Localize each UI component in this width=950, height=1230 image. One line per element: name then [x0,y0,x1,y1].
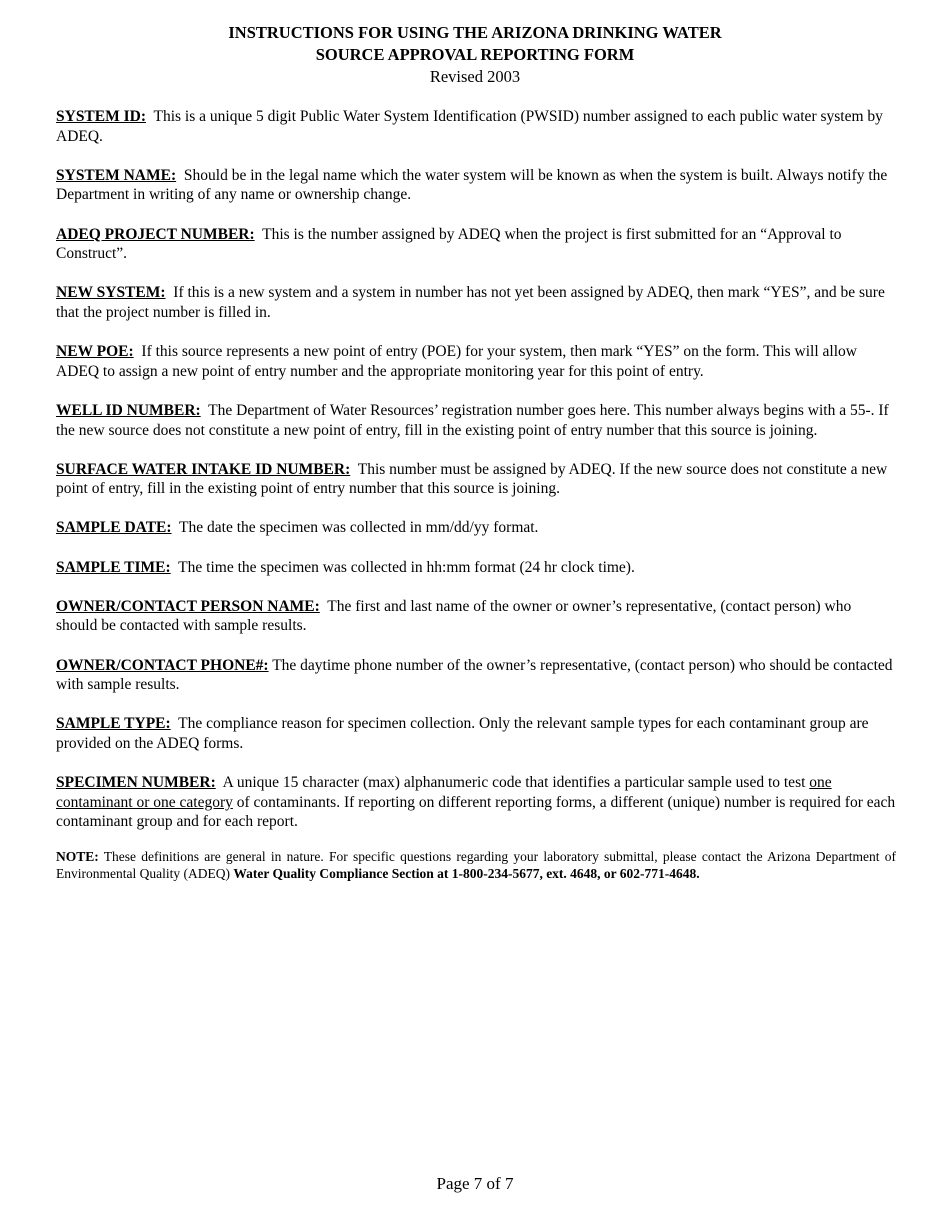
definition-text: A unique 15 character (max) alphanumeric code that identifies a particular sample used to test [222,774,806,792]
definition-well-id-number [56,401,896,440]
definition-text: The time the specimen was collected in hh:mm format (24 hr clock time). [178,558,635,576]
definition-text: If this source represents a new point of entry (POE) for your system, then mark “YES” on the form. This will allow ADEQ to assign a new point of entry number and the appropriate monitoring year for this point of entry. [56,343,857,380]
note-contact: Water Quality Compliance Section at 1-800-234-5677, ext. 4648, or 602-771-4648. [233,866,700,882]
definition-new-system [56,283,896,322]
definition-term: SAMPLE DATE: [56,519,172,537]
definition-new-poe [56,342,896,381]
definition-term: NEW POE: [56,343,134,361]
page-number: Page 7 of 7 [436,1174,514,1193]
definition-sample-type [56,714,896,753]
definition-text: The first and last name of the owner or owner’s representative, (contact person) who should be contacted with sample results. [56,597,852,635]
definition-text: If this is a new system and a system in number has not yet been assigned by ADEQ, then mark “YES”, and be sure that the project number is filled in. [56,284,885,321]
definition-term: SURFACE WATER INTAKE ID NUMBER: [56,460,351,478]
definition-owner-contact-phone [56,656,896,695]
note-paragraph [56,848,896,883]
title-line-1: INSTRUCTIONS FOR USING THE ARIZONA DRINKING WATER [228,23,722,42]
definition-text-continued: of contaminants. If reporting on different reporting forms, a different (unique) number is required for each contaminant group and for each report. [56,793,896,831]
definition-term: SYSTEM NAME: [56,166,177,184]
definition-text: The compliance reason for specimen collection. Only the relevant sample types for each contaminant group are provided on the ADEQ forms. [56,715,869,752]
definition-text: This number must be assigned by ADEQ. If the new source does not constitute a new point of entry, fill in the existing point of entry number that this source is joining. [56,460,888,498]
note-label: NOTE: [56,848,99,864]
definition-sample-time [56,558,896,578]
definitions-list [56,107,896,896]
definition-term: ADEQ PROJECT NUMBER: [56,225,255,243]
definition-text: The daytime phone number of the owner’s representative, (contact person) who should be contacted with sample results. [56,656,893,694]
definition-term: OWNER/CONTACT PERSON NAME: [56,597,320,615]
definition-specimen-number [56,773,896,832]
underlined-phrase: one contaminant or one category [56,774,832,811]
definition-term: SAMPLE TIME: [56,558,171,576]
definition-term: SAMPLE TYPE: [56,715,171,733]
definition-text: The date the specimen was collected in mm/dd/yy format. [179,519,539,537]
definition-owner-contact-name [56,597,896,636]
definition-system-id [56,107,896,146]
definition-term: SPECIMEN NUMBER: [56,774,216,792]
definition-term: NEW SYSTEM: [56,284,166,302]
page-header [0,22,950,88]
definition-text: This is a unique 5 digit Public Water System Identification (PWSID) number assigned to each public water system by ADEQ. [56,108,883,145]
definition-term: WELL ID NUMBER: [56,401,201,419]
definition-text: Should be in the legal name which the water system will be known as when the system is built. Always notify the Department in writing of any name or ownership change. [56,166,888,204]
definition-adeq-project-number [56,225,896,264]
definition-term: SYSTEM ID: [56,108,147,125]
definition-sample-date [56,518,896,538]
definition-surface-water-intake-id [56,460,896,499]
definition-text: This is the number assigned by ADEQ when the project is first submitted for an “Approval to Construct”. [56,225,842,263]
title-line-2: SOURCE APPROVAL REPORTING FORM [315,45,635,64]
definition-text: The Department of Water Resources’ registration number goes here. This number always begins with a 55-. If the new source does not constitute a new point of entry, fill in the existing point of entry number that this source is joining. [56,401,889,439]
revision-note: Revised 2003 [429,67,521,86]
definition-term: OWNER/CONTACT PHONE#: [56,656,269,674]
definition-system-name [56,166,896,205]
note-text: These definitions are general in nature. For specific questions regarding your laboratory submittal, please contact the Arizona Department of Environmental Quality (ADEQ) [56,848,896,882]
